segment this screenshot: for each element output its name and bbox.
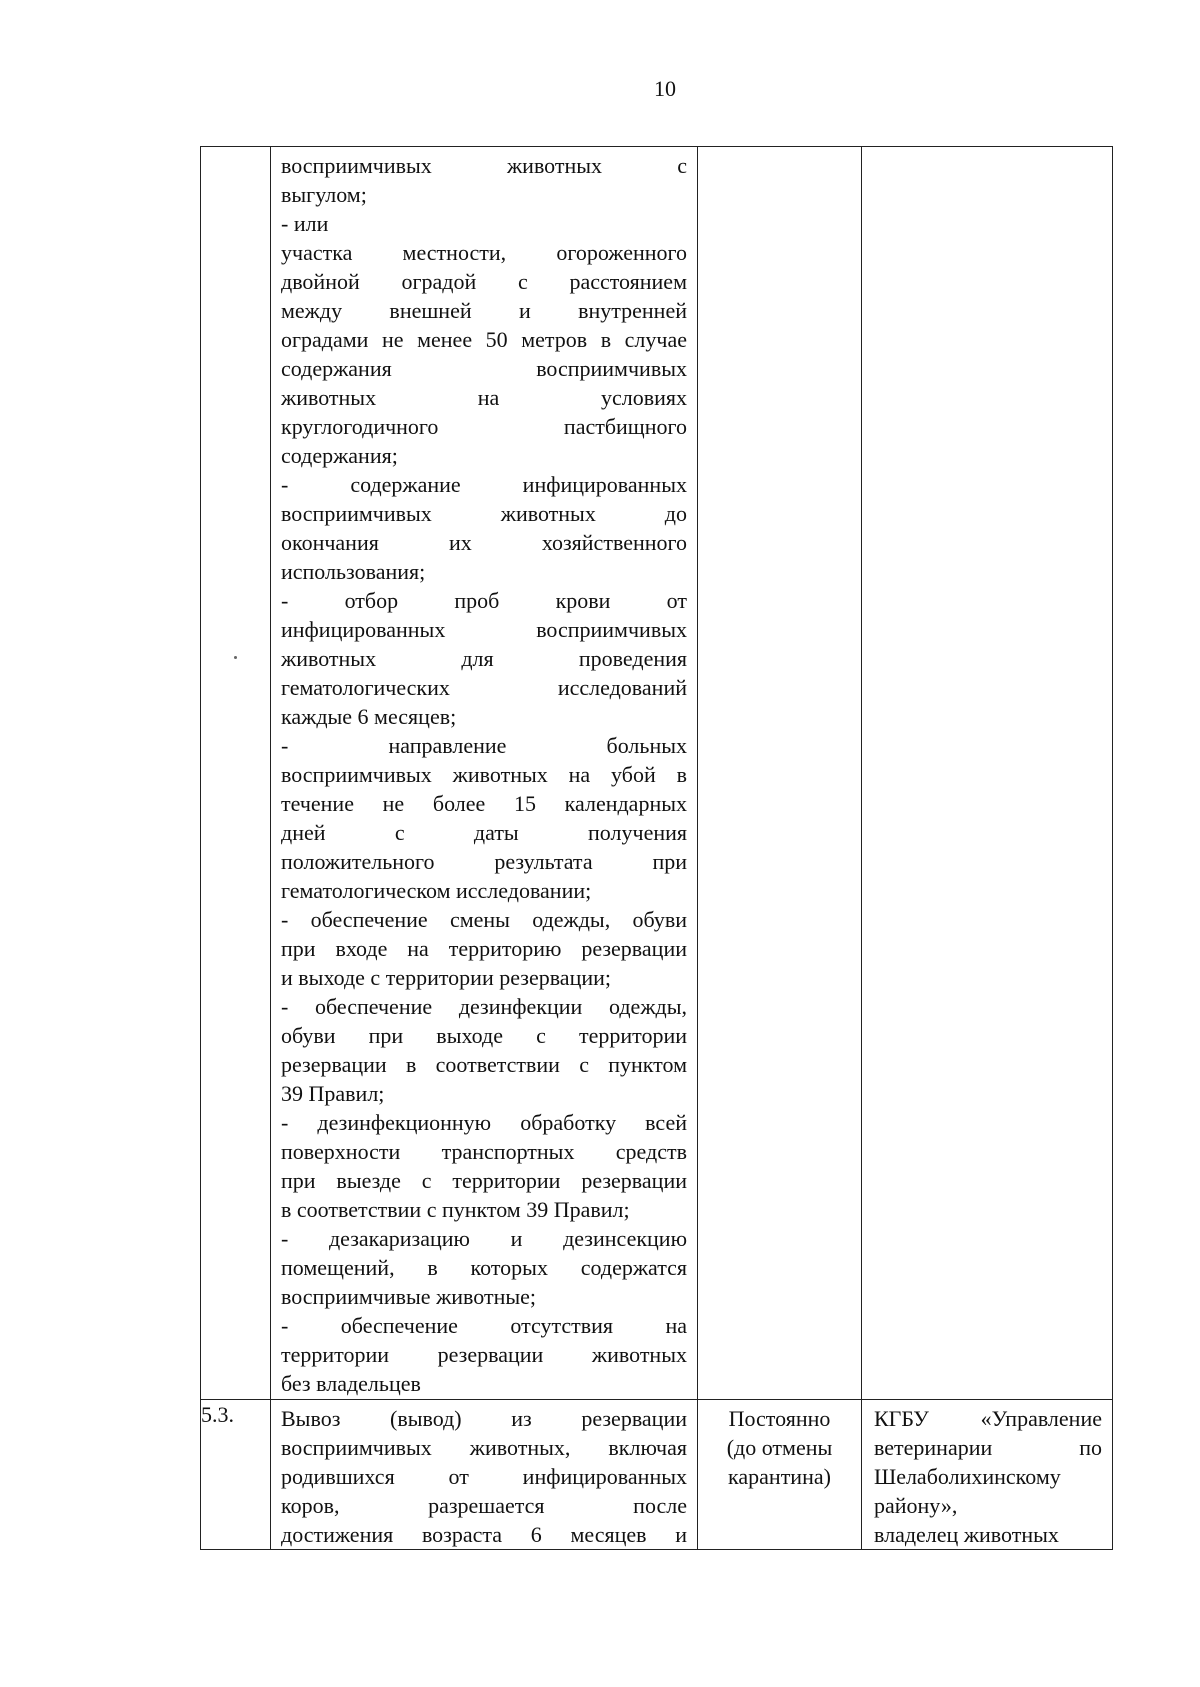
text-line: использования; <box>281 559 426 584</box>
text-line: круглогодичного пастбищного <box>281 414 687 439</box>
text-line: коров, разрешается после <box>281 1493 687 1518</box>
text-line: ветеринарии по <box>874 1435 1102 1460</box>
text-line: - обеспечение дезинфекции одежды, <box>281 994 687 1019</box>
text-line: - содержание инфицированных <box>281 472 687 497</box>
page-number: 10 <box>654 76 676 101</box>
text-line: восприимчивых животных с <box>281 153 687 178</box>
text-line: выгулом; <box>281 182 367 207</box>
text-line: резервации в соответствии с пунктом <box>281 1052 687 1077</box>
responsible-cell <box>862 1400 1113 1550</box>
term-text <box>698 1400 861 1491</box>
text-line: - обеспечение отсутствия на <box>281 1313 687 1338</box>
term-cell <box>698 147 862 1400</box>
text-line: участка местности, огороженного <box>281 240 687 265</box>
text-line: - или <box>281 211 329 236</box>
text-line: 39 Правил; <box>281 1081 385 1106</box>
text-line: гематологических исследований <box>281 675 687 700</box>
measure-text-cell <box>271 147 698 1400</box>
measure-text <box>271 147 697 1398</box>
table-row <box>201 147 1113 1400</box>
text-line: - направление больных <box>281 733 687 758</box>
text-line: территории резервации животных <box>281 1342 687 1367</box>
text-line: животных на условиях <box>281 385 687 410</box>
measures-table <box>200 146 1113 1550</box>
item-number-cell: 5.3. <box>201 1400 271 1550</box>
text-line: восприимчивых животных, включая <box>281 1435 687 1460</box>
text-line: - дезинфекционную обработку всей <box>281 1110 687 1135</box>
responsible-cell <box>862 147 1113 1400</box>
text-line: гематологическом исследовании; <box>281 878 592 903</box>
text-line: течение не более 15 календарных <box>281 791 687 816</box>
text-line: обуви при выходе с территории <box>281 1023 687 1048</box>
text-line: восприимчивые животные; <box>281 1284 537 1309</box>
text-line: дней с даты получения <box>281 820 687 845</box>
text-line: родившихся от инфицированных <box>281 1464 687 1489</box>
text-line: (до отмены <box>726 1435 833 1460</box>
text-line: Вывоз (вывод) из резервации <box>281 1406 687 1431</box>
text-line: животных для проведения <box>281 646 687 671</box>
text-line: при входе на территорию резервации <box>281 936 687 961</box>
text-line: Постоянно <box>728 1406 831 1431</box>
term-cell <box>698 1400 862 1550</box>
text-line: карантина) <box>728 1464 831 1489</box>
table-row <box>201 1400 1113 1550</box>
text-line: положительного результата при <box>281 849 687 874</box>
text-line: инфицированных восприимчивых <box>281 617 687 642</box>
text-line: - отбор проб крови от <box>281 588 687 613</box>
scan-speck <box>234 656 237 659</box>
text-line: оградами не менее 50 метров в случае <box>281 327 687 352</box>
text-line: окончания их хозяйственного <box>281 530 687 555</box>
text-line: району», <box>874 1493 958 1518</box>
responsible-text <box>862 1400 1112 1549</box>
text-line: в соответствии с пунктом 39 Правил; <box>281 1197 630 1222</box>
measure-text-cell <box>271 1400 698 1550</box>
text-line: - обеспечение смены одежды, обуви <box>281 907 687 932</box>
text-line: достижения возраста 6 месяцев и <box>281 1522 687 1547</box>
text-line: Шелаболихинскому <box>874 1464 1061 1489</box>
text-line: восприимчивых животных на убой в <box>281 762 687 787</box>
text-line: содержания; <box>281 443 398 468</box>
text-line: - дезакаризацию и дезинсекцию <box>281 1226 687 1251</box>
text-line: при выезде с территории резервации <box>281 1168 687 1193</box>
text-line: между внешней и внутренней <box>281 298 687 323</box>
text-line: каждые 6 месяцев; <box>281 704 457 729</box>
text-line: без владельцев <box>281 1371 421 1396</box>
text-line: владелец животных <box>874 1522 1059 1547</box>
text-line: и выходе с территории резервации; <box>281 965 611 990</box>
text-line: содержания восприимчивых <box>281 356 687 381</box>
text-line: восприимчивых животных до <box>281 501 687 526</box>
text-line: двойной оградой с расстоянием <box>281 269 687 294</box>
text-line: КГБУ «Управление <box>874 1406 1102 1431</box>
item-number-cell <box>201 147 271 1400</box>
text-line: поверхности транспортных средств <box>281 1139 687 1164</box>
text-line: помещений, в которых содержатся <box>281 1255 687 1280</box>
measure-text <box>271 1400 697 1549</box>
